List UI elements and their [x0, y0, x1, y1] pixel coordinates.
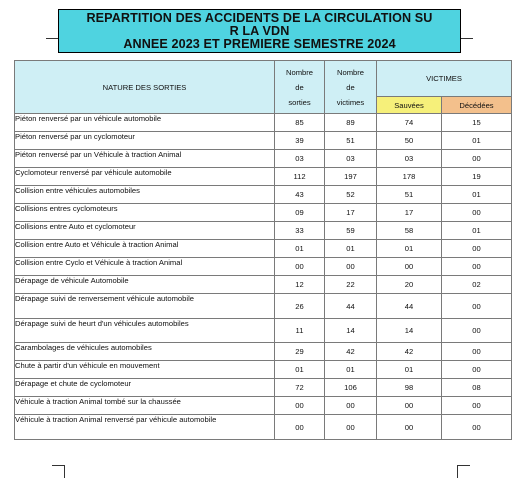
cell-decedees: 01 [442, 222, 512, 240]
cell-decedees: 00 [442, 150, 512, 168]
cell-victimes: 00 [325, 258, 377, 276]
page-corner-mark-left [52, 465, 65, 478]
cell-sorties: 12 [275, 276, 325, 294]
table-row [15, 168, 512, 186]
header-victimes-line-3: victimes [336, 97, 365, 107]
table-row [15, 114, 512, 132]
cell-decedees: 15 [442, 114, 512, 132]
cell-nature: Dérapage suivi de heurt d'un véhicules automobiles [15, 319, 275, 343]
table-row [15, 132, 512, 150]
cell-victimes: 52 [325, 186, 377, 204]
cell-sauvees: 42 [377, 343, 442, 361]
cell-sorties: 03 [275, 150, 325, 168]
cell-sauvees: 01 [377, 240, 442, 258]
table-row [15, 294, 512, 319]
cell-sorties: 00 [275, 415, 325, 440]
cell-victimes: 59 [325, 222, 377, 240]
cell-sauvees: 00 [377, 397, 442, 415]
cell-nature: Dérapage et chute de cyclomoteur [15, 379, 275, 397]
header-sorties-line-1: Nombre [285, 67, 313, 77]
header-sorties-line-2: de [295, 82, 304, 92]
cell-sorties: 33 [275, 222, 325, 240]
report-title [58, 9, 461, 53]
cell-victimes: 51 [325, 132, 377, 150]
cell-sorties: 112 [275, 168, 325, 186]
table-row [15, 361, 512, 379]
cell-nature: Cyclomoteur renversé par véhicule automobile [15, 168, 275, 186]
title-line-2: R LA VDN [229, 24, 290, 38]
cell-sauvees: 50 [377, 132, 442, 150]
cell-victimes: 106 [325, 379, 377, 397]
cell-nature: Piéton renversé par un Véhicule à traction Animal [15, 150, 275, 168]
cell-sorties: 72 [275, 379, 325, 397]
cell-nature: Véhicule à traction Animal tombé sur la chaussée [15, 397, 275, 415]
cell-victimes: 00 [325, 397, 377, 415]
table-row [15, 186, 512, 204]
header-sorties-line-3: sorties [288, 97, 311, 107]
cell-sorties: 01 [275, 240, 325, 258]
cell-victimes: 42 [325, 343, 377, 361]
title-rule-right [461, 38, 473, 39]
cell-victimes: 22 [325, 276, 377, 294]
cell-sauvees: 01 [377, 361, 442, 379]
header-victimes-line-1: Nombre [336, 67, 364, 77]
cell-nature: Véhicule à traction Animal renversé par véhicule automobile [15, 415, 275, 440]
cell-sorties: 00 [275, 258, 325, 276]
cell-sorties: 29 [275, 343, 325, 361]
header-victimes-group: VICTIMES [377, 61, 512, 97]
page-corner-mark-right [457, 465, 470, 478]
cell-decedees: 00 [442, 294, 512, 319]
header-nature: NATURE DES SORTIES [15, 61, 275, 114]
cell-sauvees: 44 [377, 294, 442, 319]
cell-decedees: 01 [442, 186, 512, 204]
table-row [15, 343, 512, 361]
cell-decedees: 00 [442, 415, 512, 440]
header-nombre-sorties [275, 61, 325, 114]
cell-nature: Dérapage de véhicule Automobile [15, 276, 275, 294]
table-row [15, 379, 512, 397]
cell-decedees: 08 [442, 379, 512, 397]
cell-nature: Piéton renversé par un véhicule automobile [15, 114, 275, 132]
table-row [15, 276, 512, 294]
cell-decedees: 00 [442, 258, 512, 276]
header-sauvees: Sauvées [377, 97, 442, 114]
cell-nature: Collisions entres cyclomoteurs [15, 204, 275, 222]
table-row [15, 319, 512, 343]
cell-sauvees: 00 [377, 415, 442, 440]
cell-sauvees: 20 [377, 276, 442, 294]
cell-victimes: 17 [325, 204, 377, 222]
header-victimes-line-2: de [346, 82, 355, 92]
cell-nature: Collision entre véhicules automobiles [15, 186, 275, 204]
title-line-3: ANNEE 2023 ET PREMIERE SEMESTRE 2024 [123, 37, 396, 51]
cell-sorties: 01 [275, 361, 325, 379]
cell-nature: Collision entre Auto et Véhicule à traction Animal [15, 240, 275, 258]
cell-victimes: 14 [325, 319, 377, 343]
cell-victimes: 00 [325, 415, 377, 440]
table-body [15, 114, 512, 440]
cell-sauvees: 58 [377, 222, 442, 240]
cell-victimes: 01 [325, 240, 377, 258]
cell-victimes: 03 [325, 150, 377, 168]
cell-victimes: 197 [325, 168, 377, 186]
accidents-table [14, 60, 512, 440]
cell-nature: Carambolages de véhicules automobiles [15, 343, 275, 361]
cell-nature: Collisions entre Auto et cyclomoteur [15, 222, 275, 240]
cell-nature: Collision entre Cyclo et Véhicule à traction Animal [15, 258, 275, 276]
cell-decedees: 00 [442, 397, 512, 415]
cell-decedees: 01 [442, 132, 512, 150]
cell-sauvees: 00 [377, 258, 442, 276]
table-row [15, 258, 512, 276]
cell-victimes: 44 [325, 294, 377, 319]
cell-sauvees: 14 [377, 319, 442, 343]
table-row [15, 222, 512, 240]
cell-sorties: 39 [275, 132, 325, 150]
table-row [15, 397, 512, 415]
cell-decedees: 00 [442, 361, 512, 379]
title-rule-left [46, 38, 58, 39]
cell-decedees: 00 [442, 319, 512, 343]
cell-sorties: 09 [275, 204, 325, 222]
cell-sorties: 43 [275, 186, 325, 204]
header-nombre-victimes [325, 61, 377, 114]
cell-sauvees: 03 [377, 150, 442, 168]
cell-nature: Dérapage suivi de renversement véhicule automobile [15, 294, 275, 319]
cell-sorties: 85 [275, 114, 325, 132]
cell-sorties: 00 [275, 397, 325, 415]
cell-victimes: 89 [325, 114, 377, 132]
cell-decedees: 02 [442, 276, 512, 294]
cell-sauvees: 17 [377, 204, 442, 222]
cell-decedees: 19 [442, 168, 512, 186]
cell-sauvees: 74 [377, 114, 442, 132]
cell-sorties: 26 [275, 294, 325, 319]
cell-sauvees: 51 [377, 186, 442, 204]
cell-sorties: 11 [275, 319, 325, 343]
header-decedees: Décédées [442, 97, 512, 114]
table-row [15, 415, 512, 440]
cell-sauvees: 178 [377, 168, 442, 186]
cell-decedees: 00 [442, 240, 512, 258]
cell-nature: Chute à partir d'un véhicule en mouvement [15, 361, 275, 379]
cell-sauvees: 98 [377, 379, 442, 397]
table-row [15, 150, 512, 168]
cell-nature: Piéton renversé par un cyclomoteur [15, 132, 275, 150]
title-line-1: REPARTITION DES ACCIDENTS DE LA CIRCULATION SU [86, 11, 433, 25]
cell-decedees: 00 [442, 204, 512, 222]
cell-decedees: 00 [442, 343, 512, 361]
cell-victimes: 01 [325, 361, 377, 379]
table-row [15, 240, 512, 258]
table-row [15, 204, 512, 222]
